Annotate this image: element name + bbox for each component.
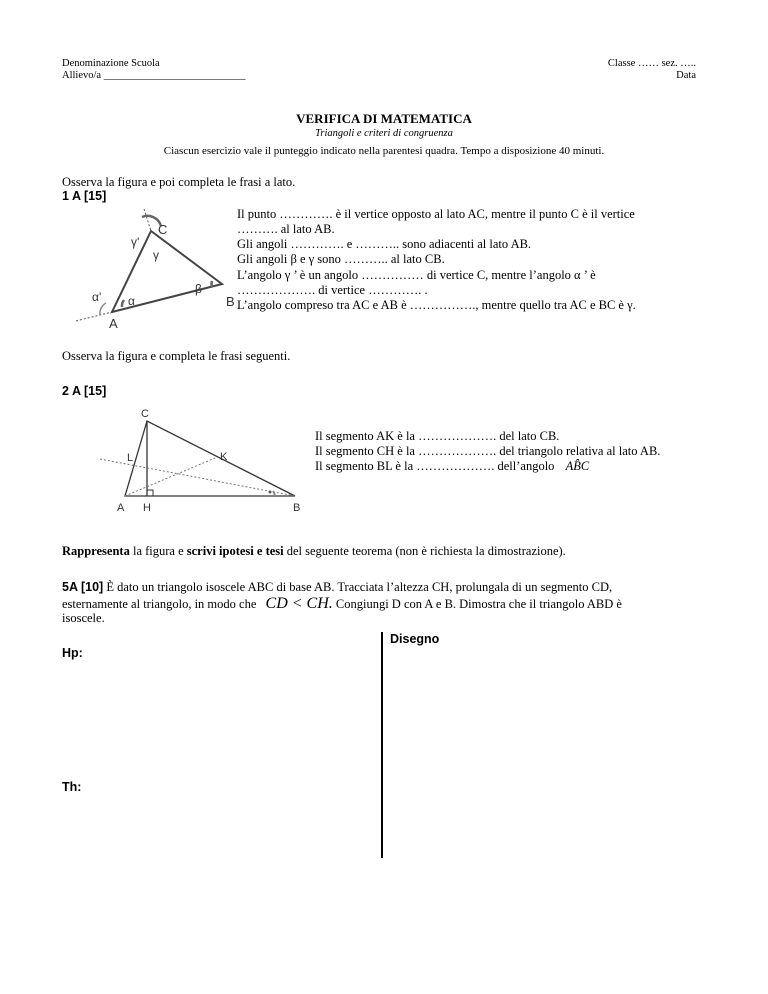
page-subtitle: Triangoli e criteri di congruenza <box>315 128 453 139</box>
ex1-line-2: ………. al lato AB. <box>237 222 335 236</box>
ex1-line-4: Gli angoli β e γ sono ……….. al lato CB. <box>237 252 445 266</box>
ex5-text-3: isoscele. <box>62 611 105 625</box>
vertex-c-label-2: C <box>141 408 149 420</box>
ex2-label: 2 A [15] <box>62 384 107 398</box>
ex2-intro: Osserva la figura e completa le frasi seguenti. <box>62 349 291 363</box>
drawing-label: Disegno <box>390 632 440 646</box>
ex1-line-6: ………………. di vertice …………. . <box>237 283 428 297</box>
vertex-b-label: B <box>226 294 235 309</box>
ex1-line-3: Gli angoli …………. e ……….. sono adiacenti al lato AB. <box>237 237 532 251</box>
beta-label: β <box>195 282 202 296</box>
vertex-c-label: C <box>158 222 168 237</box>
alpha-prime-label: α' <box>92 290 102 304</box>
ex2-line-1: Il segmento AK è la ………………. del lato CB. <box>315 429 560 443</box>
point-k-label: K <box>220 451 228 463</box>
ex2-line-3: Il segmento BL è la ………………. dell’angolo AB̂C <box>315 459 590 473</box>
angle-abc: AB̂C <box>565 459 590 473</box>
ex1-line-7: L’angolo compreso tra AC e AB è ……………., mentre quello tra AC e BC è γ. <box>237 298 636 312</box>
ex1-line-1: Il punto …………. è il vertice opposto al lato AC, mentre il punto C è il vertice <box>237 207 635 221</box>
school-name: Denominazione Scuola <box>62 58 160 69</box>
formula-cd-ch: CD < CH. <box>265 595 333 612</box>
vertex-a-label-2: A <box>117 502 125 514</box>
hypothesis-label: Hp: <box>62 646 83 660</box>
ex2-line-2: Il segmento CH è la ………………. del triangolo relativa al lato AB. <box>315 444 661 458</box>
page-title: VERIFICA DI MATEMATICA <box>296 111 472 126</box>
ex1-label: 1 A [15] <box>62 189 107 203</box>
ex5-text-2: esternamente al triangolo, in modo che CD < CH. Congiungi D con A e B. Dimostra che il triangolo ABD è <box>62 595 622 612</box>
thesis-label: Th: <box>62 780 82 794</box>
alpha-label: α <box>128 294 135 308</box>
triangle-figure-2 <box>95 404 310 516</box>
instructions: Ciascun esercizio vale il punteggio indicato nella parentesi quadra. Tempo a disposizione 40 minuti. <box>163 145 605 157</box>
ex5-text-1: 5A [10] È dato un triangolo isoscele ABC di base AB. Tracciata l’altezza CH, prolungala di un segmento CD, <box>62 580 613 594</box>
date-label: Data <box>676 70 696 81</box>
point-h-label: H <box>143 502 151 514</box>
student-name-line: Allievo/a ___________________________ <box>62 70 246 81</box>
class-section: Classe …… sez. ….. <box>607 58 696 69</box>
vertex-a-label: A <box>109 316 118 330</box>
ex1-line-5: L’angolo γ ’ è un angolo …………… di vertice C, mentre l’angolo α ’ è <box>237 268 596 282</box>
gamma-label: γ <box>153 248 159 262</box>
gamma-prime-label: γ' <box>131 235 140 249</box>
divider-line <box>381 632 383 858</box>
ex1-intro: Osserva la figura e poi completa le frasi a lato. <box>62 175 296 189</box>
triangle-figure-1 <box>62 205 252 330</box>
point-l-label: L <box>127 452 134 464</box>
vertex-b-label-2: B <box>293 502 301 514</box>
ex5-intro: Rappresenta la figura e scrivi ipotesi e tesi del seguente teorema (non è richiesta la dimostrazione). <box>62 544 566 558</box>
